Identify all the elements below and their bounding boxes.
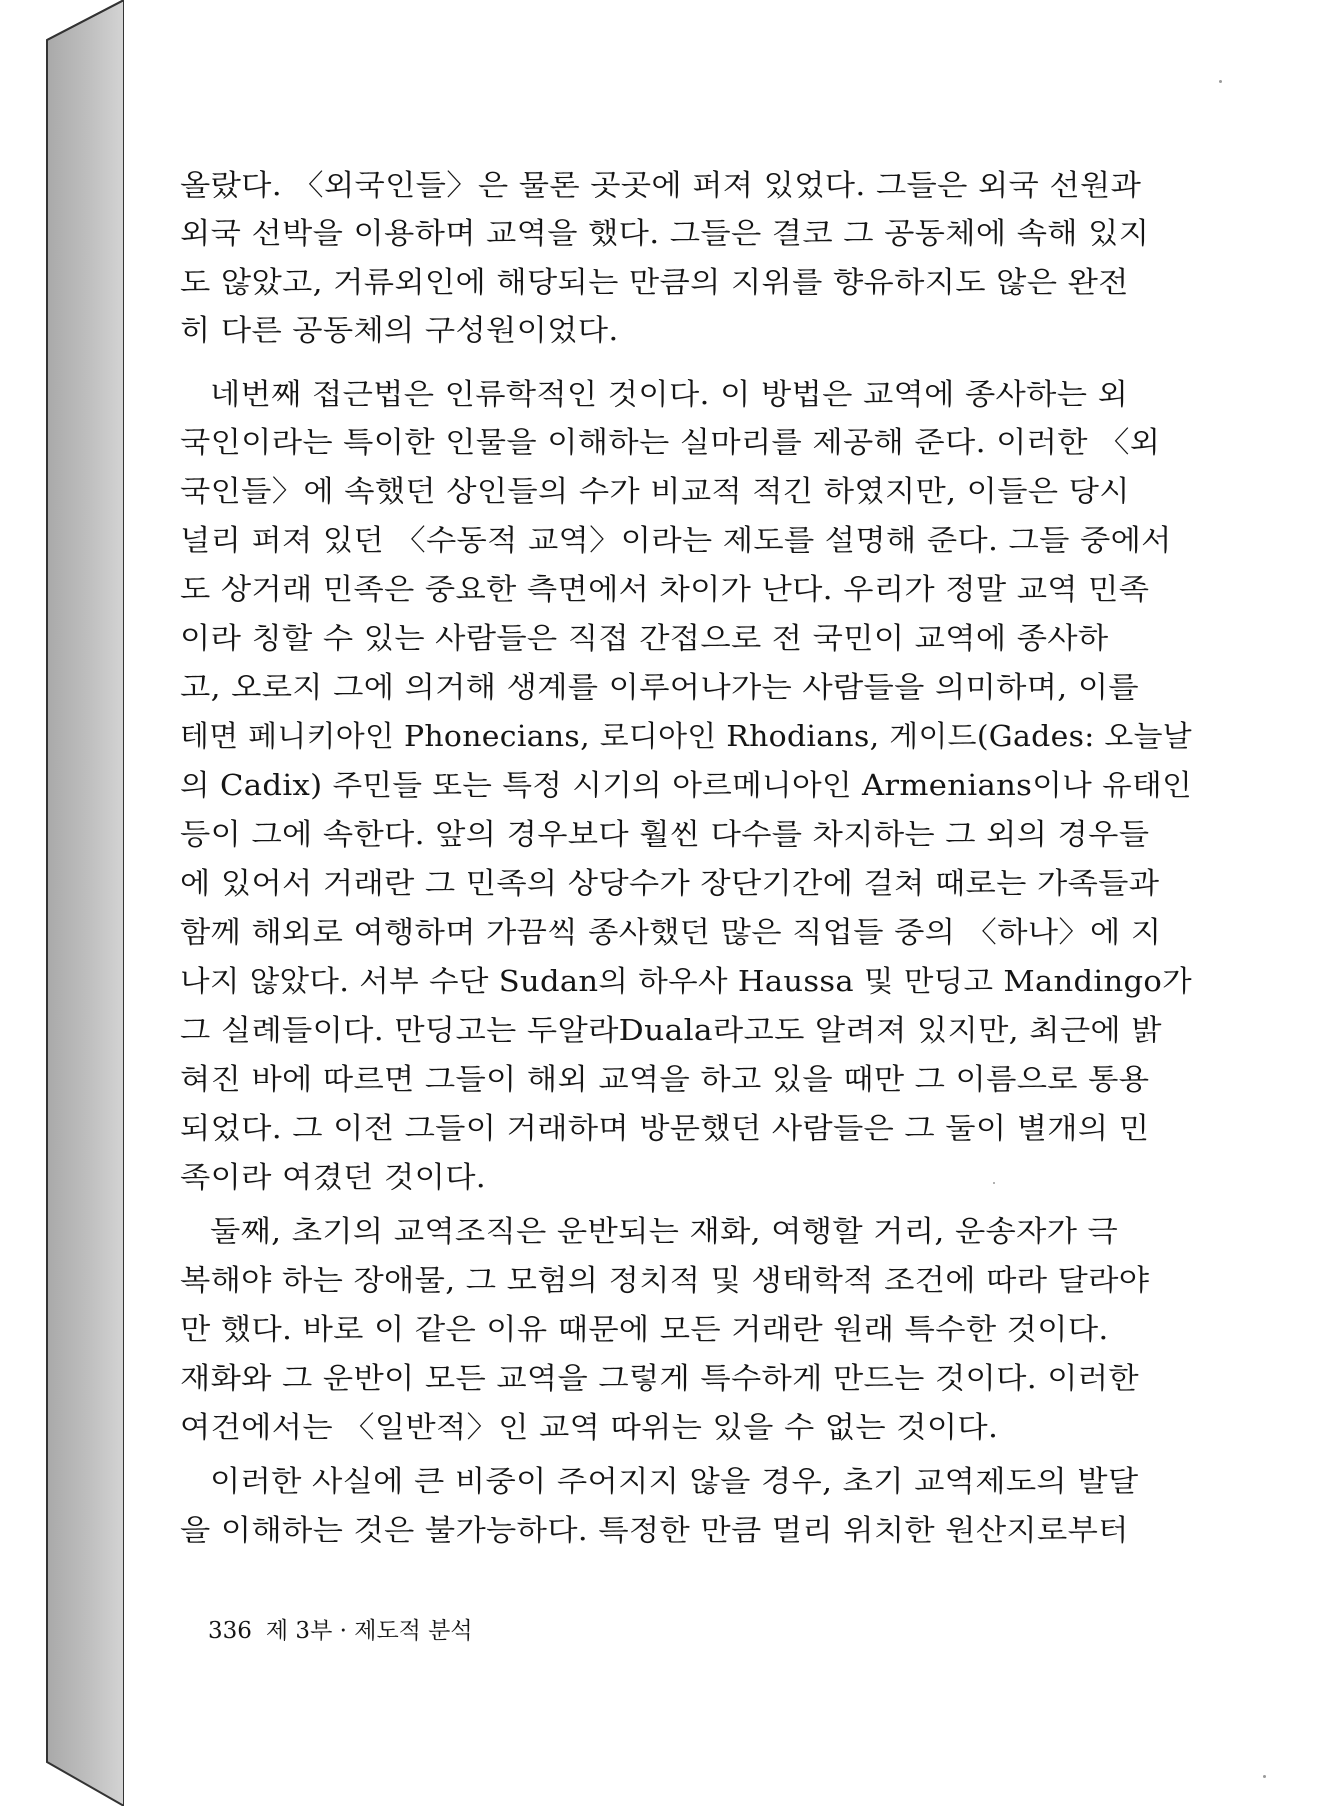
text-line-content: 고, 오로지 그에 의거해 생계를 이루어나가는 사람들을 의미하며, 이를: [180, 670, 1140, 704]
text-line: [180, 616, 1192, 666]
text-line: [180, 1258, 1192, 1308]
text-line-content: 의 Cadix) 주민들 또는 특정 시기의 아르메니아인 Armenians이나 유태인: [180, 768, 1193, 802]
text-line: [180, 211, 1192, 261]
text-line: [180, 260, 1192, 310]
text-line: [180, 308, 1192, 358]
text-line: [180, 1356, 1192, 1406]
text-line-content: 만 했다. 바로 이 같은 이유 때문에 모든 거래란 원래 특수한 것이다.: [180, 1312, 1109, 1346]
text-line-content: 함께 해외로 여행하며 가끔씩 종사했던 많은 직업들 중의 〈하나〉에 지: [180, 915, 1162, 949]
text-line: [180, 469, 1192, 519]
text-line: [180, 763, 1192, 813]
text-line: [180, 1106, 1192, 1156]
text-line-content: 되었다. 그 이전 그들이 거래하며 방문했던 사람들은 그 둘이 별개의 민: [180, 1111, 1150, 1145]
text-line: [180, 714, 1192, 764]
text-line: [180, 861, 1192, 911]
text-line: [180, 959, 1192, 1009]
text-line-content: 그 실례들이다. 만딩고는 두알라Duala라고도 알려져 있지만, 최근에 밝: [180, 1013, 1162, 1047]
text-line: [180, 518, 1192, 568]
text-line: [210, 372, 1192, 422]
text-line-content: 혀진 바에 따르면 그들이 해외 교역을 하고 있을 때만 그 이름으로 통용: [180, 1062, 1150, 1096]
text-line-content: 에 있어서 거래란 그 민족의 상당수가 장단기간에 걸쳐 때로는 가족들과: [180, 866, 1160, 900]
text-line-content: 네번째 접근법은 인류학적인 것이다. 이 방법은 교역에 종사하는 외: [210, 377, 1129, 411]
text-line: [180, 567, 1192, 617]
text-line-content: 올랐다. 〈외국인들〉은 물론 곳곳에 퍼져 있었다. 그들은 외국 선원과: [180, 168, 1142, 202]
scan-speck: [993, 1182, 995, 1184]
text-line-content: 여건에서는 〈일반적〉인 교역 따위는 있을 수 없는 것이다.: [180, 1410, 999, 1444]
text-line: [210, 1459, 1192, 1509]
text-line-content: 나지 않았다. 서부 수단 Sudan의 하우사 Haussa 및 만딩고 Mandingo가: [180, 964, 1192, 998]
text-line-content: 국인이라는 특이한 인물을 이해하는 실마리를 제공해 준다. 이러한 〈외: [180, 425, 1161, 459]
text-line-content: 을 이해하는 것은 불가능하다. 특정한 만큼 멀리 위치한 원산지로부터: [180, 1513, 1129, 1547]
text-line-content: 외국 선박을 이용하며 교역을 했다. 그들은 결코 그 공동체에 속해 있지: [180, 216, 1150, 250]
text-line: [180, 163, 1192, 213]
text-line: [180, 1405, 1192, 1455]
text-line: [180, 1307, 1192, 1357]
text-line-content: 히 다른 공동체의 구성원이었다.: [180, 313, 619, 347]
text-line: [180, 1508, 1192, 1558]
text-line-content: 국인들〉에 속했던 상인들의 수가 비교적 적긴 하였지만, 이들은 당시: [180, 474, 1130, 508]
text-line: [180, 1155, 1192, 1205]
text-line: [210, 1209, 1192, 1259]
text-line: [180, 1057, 1192, 1107]
running-footer-section: 제 3부 · 제도적 분석: [265, 1618, 473, 1644]
scan-speck: [1263, 1775, 1266, 1778]
text-line-content: 등이 그에 속한다. 앞의 경우보다 훨씬 다수를 차지하는 그 외의 경우들: [180, 817, 1150, 851]
scan-speck: [1219, 80, 1222, 83]
text-line-content: 도 상거래 민족은 중요한 측면에서 차이가 난다. 우리가 정말 교역 민족: [180, 572, 1150, 606]
text-line-content: 족이라 여겼던 것이다.: [180, 1160, 487, 1194]
text-line: [180, 910, 1192, 960]
text-line: [180, 665, 1192, 715]
page-number: 336: [208, 1618, 252, 1644]
text-line-content: 널리 퍼져 있던 〈수동적 교역〉이라는 제도를 설명해 준다. 그들 중에서: [180, 523, 1172, 557]
text-line-content: 재화와 그 운반이 모든 교역을 그렇게 특수하게 만드는 것이다. 이러한: [180, 1361, 1140, 1395]
text-line-content: 도 않았고, 거류외인에 해당되는 만큼의 지위를 향유하지도 않은 완전: [180, 265, 1129, 299]
text-line-content: 이러한 사실에 큰 비중이 주어지지 않을 경우, 초기 교역제도의 발달: [210, 1464, 1139, 1498]
text-line: [180, 420, 1192, 470]
page-footer: [208, 1612, 473, 1645]
text-line: [180, 1008, 1192, 1058]
text-line-content: 이라 칭할 수 있는 사람들은 직접 간접으로 전 국민이 교역에 종사하: [180, 621, 1109, 655]
text-line: [180, 812, 1192, 862]
text-line-content: 둘째, 초기의 교역조직은 운반되는 재화, 여행할 거리, 운송자가 극: [210, 1214, 1119, 1248]
text-line-content: 복해야 하는 장애물, 그 모험의 정치적 및 생태학적 조건에 따라 달라야: [180, 1263, 1150, 1297]
text-line-content: 테면 페니키아인 Phonecians, 로디아인 Rhodians, 게이드(Gades: 오늘날: [180, 719, 1192, 753]
